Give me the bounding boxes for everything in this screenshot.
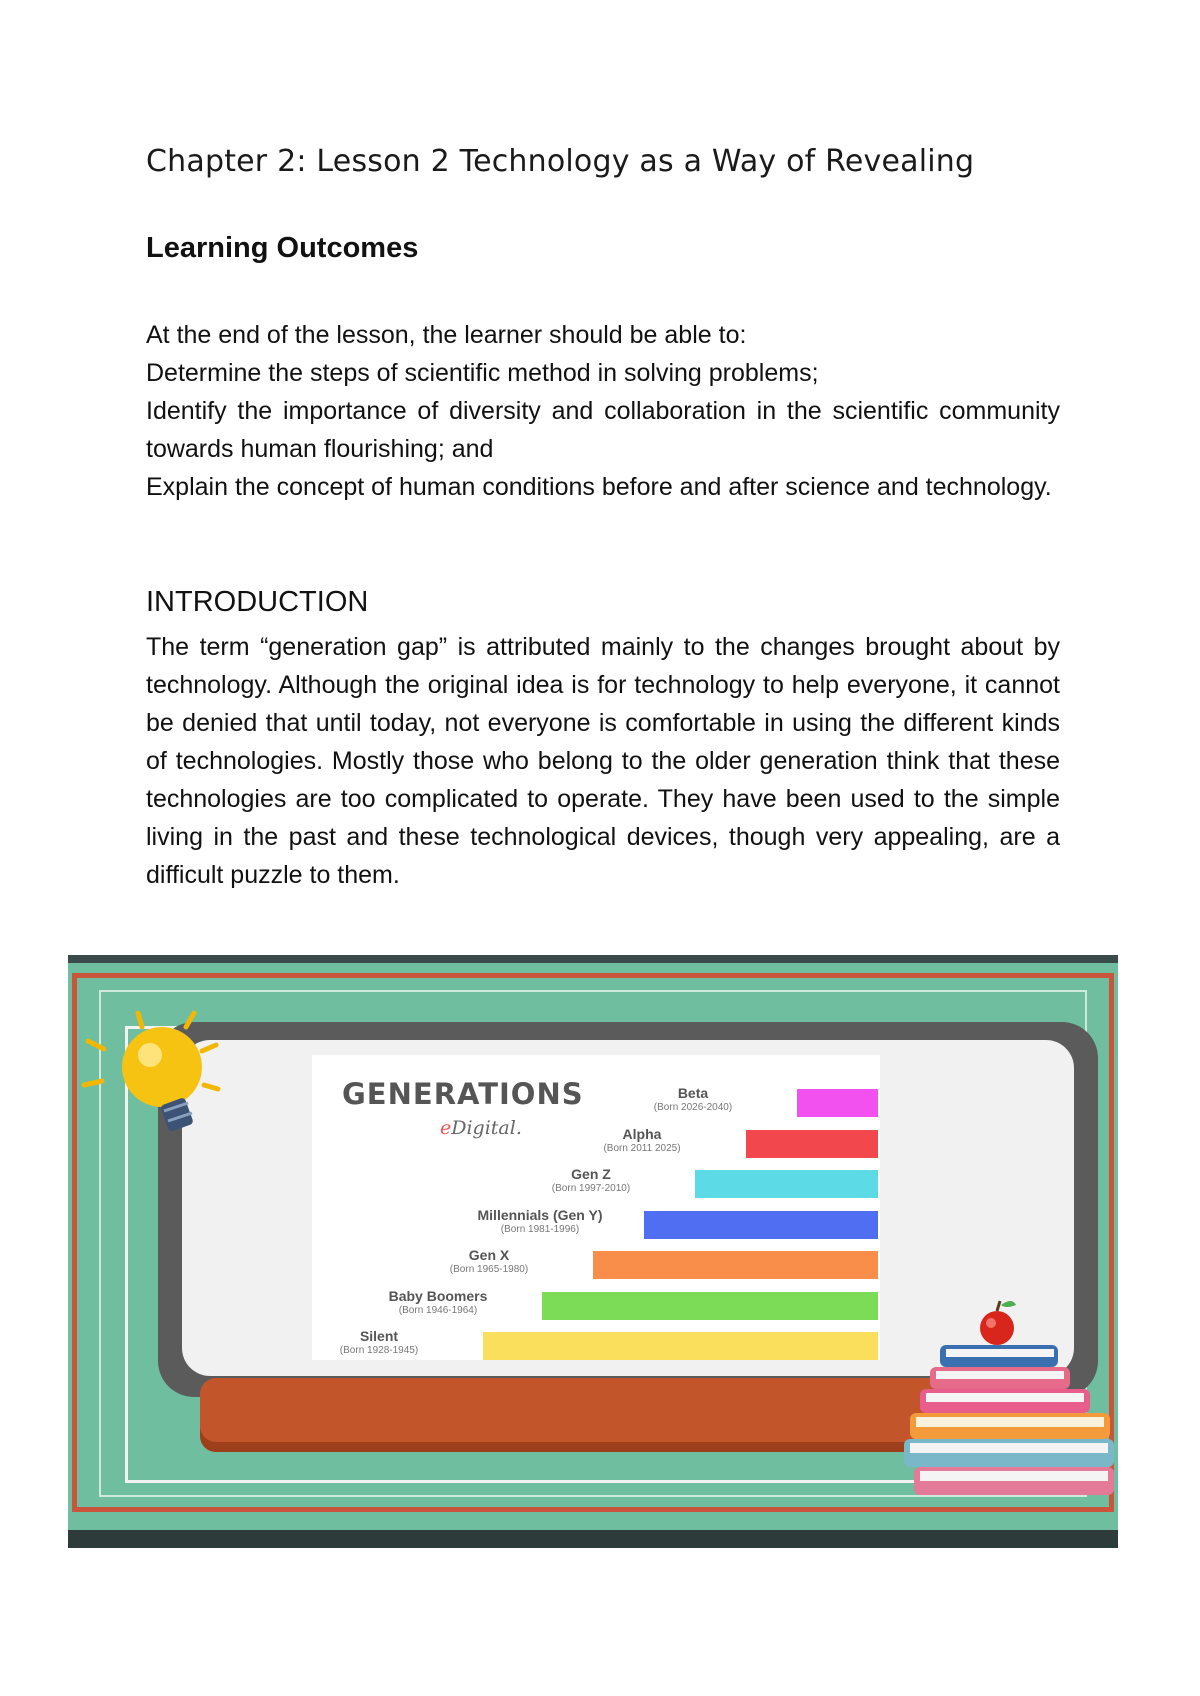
generation-born: (Born 2026-2040): [653, 1102, 733, 1113]
lightbulb-icon: [76, 1005, 226, 1145]
generation-name: Beta: [677, 1085, 709, 1101]
learning-outcomes-list: [146, 316, 1060, 506]
generation-row: [312, 1126, 880, 1166]
introduction-body: The term “generation gap” is attributed mainly to the changes brought about by technology. Although the original idea is for technology to help everyone, it cannot be denied that until today, not everyone is comfortable in using the different kinds of technologies. Mostly those who belong to the older generation think that these technologies are too complicated to operate. They have been used to the simple living in the past and these technological devices, though very appealing, are a difficult puzzle to them.: [146, 633, 1060, 889]
generation-bar: [593, 1251, 878, 1279]
generations-title: GENERATIONS: [342, 1077, 584, 1111]
generation-born: (Born 2011 2025): [603, 1142, 681, 1154]
generations-card: [312, 1055, 880, 1360]
generation-born: (Born 1997-2010): [551, 1183, 631, 1194]
generation-bar: [746, 1130, 878, 1158]
generation-row: [312, 1166, 880, 1206]
generation-name: Gen Z: [571, 1166, 611, 1182]
generation-name: Baby Boomers: [388, 1287, 488, 1304]
generation-born: (Born 1946-1964): [398, 1304, 478, 1316]
outcomes-intro: At the end of the lesson, the learner should be able to:: [146, 321, 747, 349]
books-apple-icon: [900, 1283, 1118, 1513]
generation-row: [312, 1288, 880, 1328]
generation-row: [312, 1328, 880, 1368]
generation-row: [312, 1247, 880, 1287]
generation-born: (Born 1981-1996): [500, 1223, 580, 1235]
generation-bar: [695, 1170, 878, 1198]
chapter-title: Chapter 2: Lesson 2 Technology as a Way of Revealing: [146, 144, 975, 179]
generation-bar: [483, 1332, 878, 1360]
introduction-heading: INTRODUCTION: [146, 586, 369, 618]
bottom-band: [68, 1530, 1118, 1548]
generation-name: Silent: [359, 1328, 399, 1344]
generation-born: (Born 1965-1980): [449, 1264, 529, 1275]
brand-logo: eDigital.: [440, 1117, 522, 1139]
generation-born: (Born 1928-1945): [339, 1345, 419, 1356]
generation-name: Alpha: [622, 1125, 662, 1142]
outcome-item: Identify the importance of diversity and collaboration in the scientific community towards human flourishing; and: [146, 397, 1060, 463]
outcome-item: Explain the concept of human conditions before and after science and technology.: [146, 473, 1052, 501]
generation-bar: [644, 1211, 878, 1239]
generation-row: [312, 1207, 880, 1247]
top-band: [68, 955, 1118, 963]
generation-bar: [797, 1089, 878, 1117]
outcome-item: Determine the steps of scientific method in solving problems;: [146, 359, 819, 387]
generation-bar: [542, 1292, 878, 1320]
learning-outcomes-heading: Learning Outcomes: [146, 232, 419, 264]
generation-name: Millennials (Gen Y): [477, 1206, 603, 1223]
generation-row: [312, 1085, 880, 1125]
generation-name: Gen X: [468, 1247, 510, 1263]
generations-illustration: [68, 955, 1118, 1548]
